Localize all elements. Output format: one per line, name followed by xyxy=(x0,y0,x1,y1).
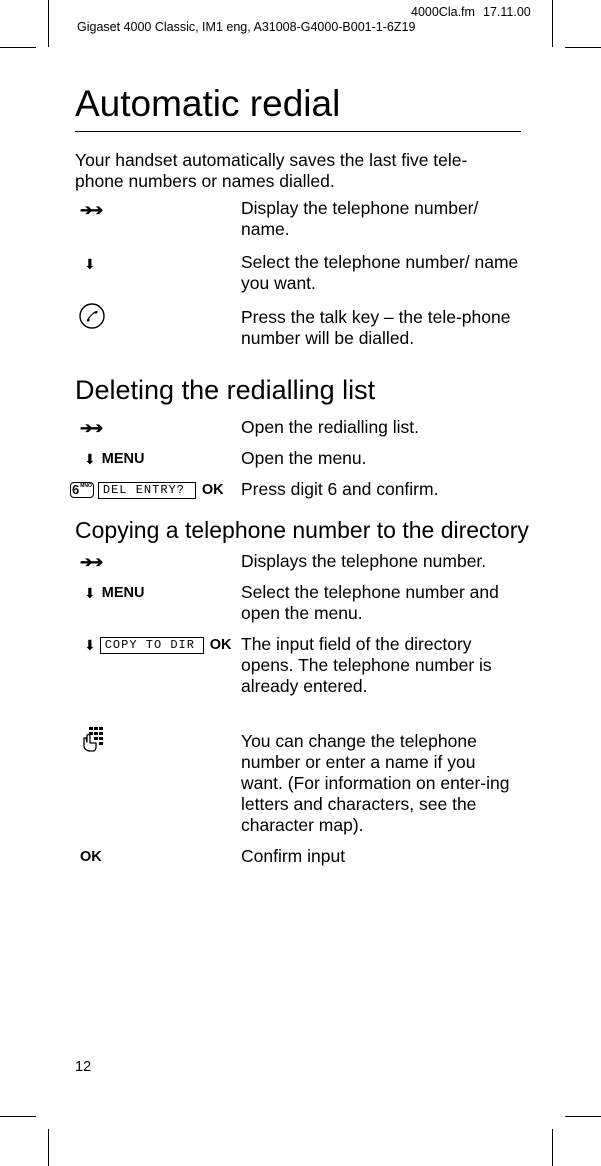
double-arrow-icon: ➔➔ xyxy=(80,202,102,219)
step-text: Select the telephone number/ name you want. xyxy=(241,252,519,293)
crop-mark xyxy=(48,0,49,47)
ok-softkey: OK xyxy=(80,849,102,865)
header-doc: Gigaset 4000 Classic, IM1 eng, A31008-G4000-B001-1-6Z19 xyxy=(77,20,416,34)
crop-mark xyxy=(565,1116,601,1117)
page-title: Automatic redial xyxy=(75,83,341,124)
crop-mark xyxy=(552,0,553,47)
crop-mark xyxy=(0,1116,36,1117)
down-arrow-icon: ⬇ xyxy=(84,636,96,653)
step-text: Displays the telephone number. xyxy=(241,551,487,571)
step-text: Confirm input xyxy=(241,846,346,866)
key-column xyxy=(80,198,101,222)
crop-mark xyxy=(565,47,601,48)
header-date: 17.11.00 xyxy=(483,5,531,19)
step-text: Select the telephone number and open the menu. xyxy=(241,582,499,623)
step-text: Press the talk key – the tele-phone number will be dialled. xyxy=(241,307,511,348)
key-column xyxy=(82,729,104,753)
talk-key-icon xyxy=(78,302,106,335)
digit-6-key-icon xyxy=(70,482,94,498)
key-column xyxy=(80,845,102,869)
section-heading: Deleting the redialling list xyxy=(75,375,376,405)
step-text: Display the telephone number/ name. xyxy=(241,198,479,239)
ok-softkey: OK xyxy=(209,637,232,653)
ok-softkey: OK xyxy=(201,482,224,498)
digit-letters: MNO xyxy=(80,483,92,489)
crop-mark xyxy=(552,1129,553,1166)
crop-mark xyxy=(48,1129,49,1166)
down-arrow-icon: ⬇ xyxy=(84,584,96,601)
digit-label: 6 xyxy=(72,482,80,497)
crop-mark xyxy=(0,47,36,48)
key-column xyxy=(84,447,144,471)
step-text: Press digit 6 and confirm. xyxy=(241,479,439,499)
double-arrow-icon: ➔➔ xyxy=(80,554,102,571)
down-arrow-icon: ⬇ xyxy=(84,450,96,467)
key-column xyxy=(78,306,106,330)
page-number: 12 xyxy=(75,1059,92,1075)
step-text: Open the redialling list. xyxy=(241,417,420,437)
step-text: The input field of the directory opens. The telephone number is already entered. xyxy=(241,634,492,696)
key-column xyxy=(70,478,224,502)
menu-softkey: MENU xyxy=(101,451,145,467)
section-heading: Copying a telephone number to the directory xyxy=(75,517,529,543)
step-text: Open the menu. xyxy=(241,448,367,468)
double-arrow-icon: ➔➔ xyxy=(80,420,102,437)
down-arrow-icon: ⬇ xyxy=(84,255,96,272)
menu-softkey: MENU xyxy=(101,585,145,601)
key-column xyxy=(84,581,144,605)
key-column xyxy=(84,633,231,657)
key-column xyxy=(80,550,101,574)
key-column xyxy=(84,252,96,276)
keypad-icon xyxy=(82,726,104,757)
title-rule xyxy=(75,131,521,132)
key-column xyxy=(80,416,101,440)
display-text: COPY TO DIR xyxy=(100,637,204,654)
step-text: You can change the telephone number or enter a name if you want. (For information on enter-ing letters and characters, see the character map). xyxy=(241,731,510,835)
intro-text: Your handset automatically saves the last five tele-phone numbers or names dialled. xyxy=(75,150,468,191)
display-text: DEL ENTRY? xyxy=(98,482,196,499)
header-file: 4000Cla.fm xyxy=(411,5,475,19)
